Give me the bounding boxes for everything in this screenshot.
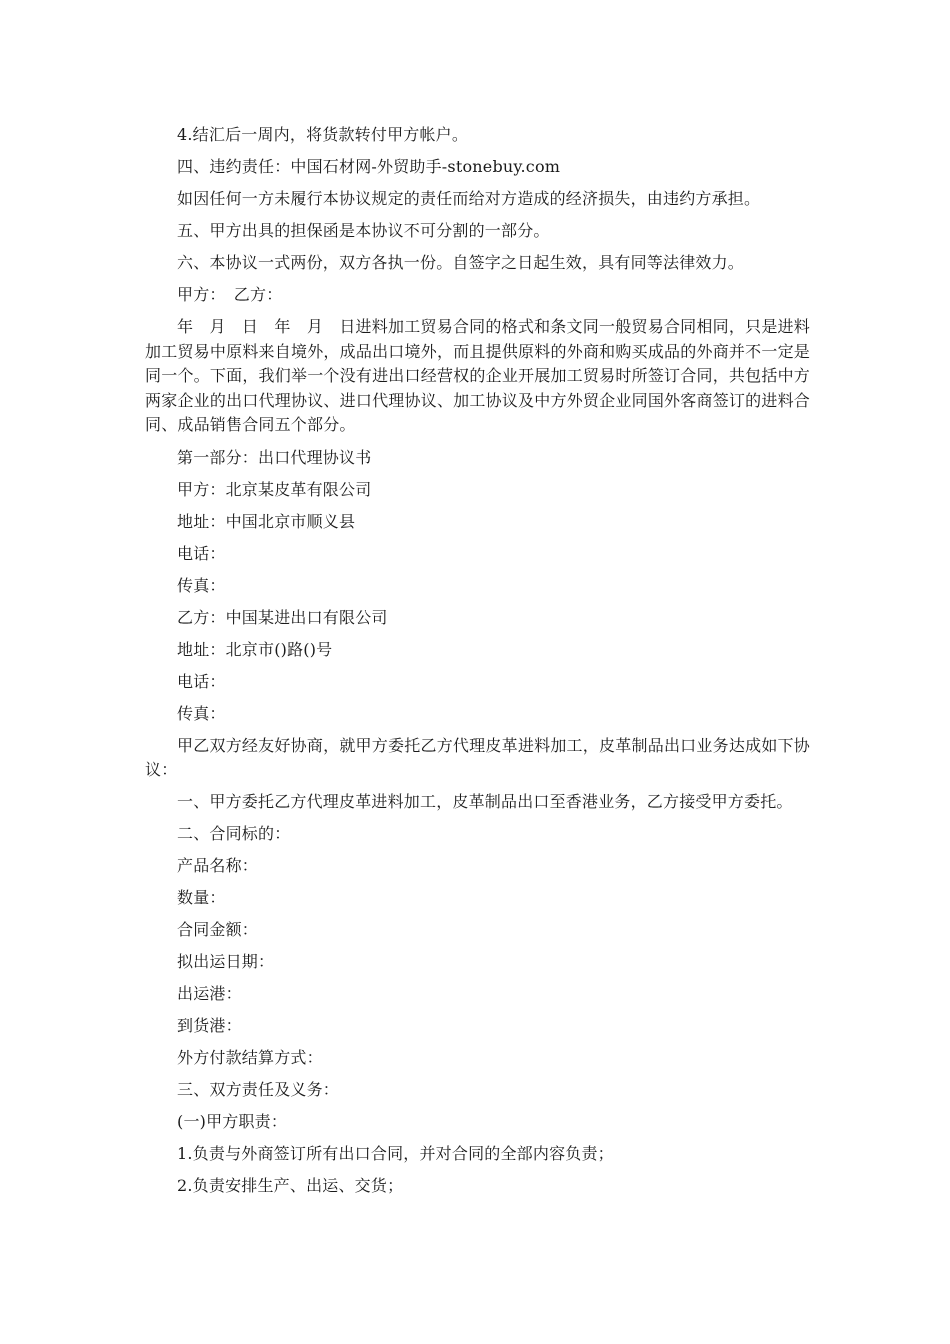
paragraph-guarantee-letter: 五、甲方出具的担保函是本协议不可分割的一部分。 (177, 221, 550, 240)
paragraph-port-of-destination: 到货港： (177, 1015, 242, 1035)
paragraph-agreement-preamble: 甲乙双方经友好协商，就甲方委托乙方代理皮革进料加工，皮革制品出口业务达成如下协议： (145, 735, 810, 779)
paragraph-quantity: 数量： (177, 887, 226, 907)
paragraph-payment-method: 外方付款结算方式： (177, 1047, 323, 1067)
paragraph-clause-one: 一、甲方委托乙方代理皮革进料加工，皮革制品出口至香港业务，乙方接受甲方委托。 (177, 791, 793, 811)
paragraph-product-name: 产品名称： (177, 855, 259, 875)
paragraph-party-a-name: 甲方：北京某皮革有限公司 (177, 479, 372, 499)
paragraph-breach-liability-heading: 四、违约责任：中国石材网-外贸助手-stonebuy.com (177, 157, 561, 176)
paragraph-party-a-address: 地址：中国北京市顺义县 (177, 511, 356, 531)
paragraph-party-b-address: 地址：北京市()路()号 (177, 639, 333, 659)
paragraph-party-b-phone: 电话： (177, 671, 226, 691)
paragraph-contract-amount: 合同金额： (177, 919, 259, 939)
paragraph-duty-two: 2.负责安排生产、出运、交货； (177, 1175, 404, 1195)
paragraph-part-one-title: 第一部分：出口代理协议书 (177, 447, 372, 467)
paragraph-clause-two-heading: 二、合同标的： (177, 823, 291, 843)
paragraph-copies-effect: 六、本协议一式两份，双方各执一份。自签字之日起生效，具有同等法律效力。 (177, 253, 745, 272)
paragraph-party-a-fax: 传真： (177, 575, 226, 595)
paragraph-duty-one: 1.负责与外商签订所有出口合同，并对合同的全部内容负责； (177, 1143, 614, 1163)
paragraph-party-b-fax: 传真： (177, 703, 226, 723)
paragraph-party-b-name: 乙方：中国某进出口有限公司 (177, 607, 388, 627)
document-body (145, 123, 810, 1206)
paragraph-settlement-transfer: 4.结汇后一周内，将货款转付甲方帐户。 (177, 125, 469, 144)
paragraph-breach-liability-text: 如因任何一方未履行本协议规定的责任而给对方造成的经济损失，由违约方承担。 (177, 189, 761, 208)
paragraph-shipment-date: 拟出运日期： (177, 951, 275, 971)
paragraph-signature-parties: 甲方： 乙方： (177, 285, 283, 304)
paragraph-port-of-loading: 出运港： (177, 983, 242, 1003)
paragraph-party-a-duties-heading: (一)甲方职责： (177, 1111, 288, 1131)
paragraph-clause-three-heading: 三、双方责任及义务： (177, 1079, 340, 1099)
paragraph-processing-trade-intro: 年 月 日 年 月 日进料加工贸易合同的格式和条文同一般贸易合同相同，只是进料加工贸易中原料来自境外，成品出口境外，而且提供原料的外商和购买成品的外商并不一定是同一个。下面，我们举一个没有进出口经营权的企业开展加工贸易时所签订合同，共包括中方两家企业的出口代理协议、进口代理协议、加工协议及中方外贸企业同国外客商签订的进料合同、成品销售合同五个部分。 (145, 317, 810, 434)
paragraph-party-a-phone: 电话： (177, 543, 226, 563)
